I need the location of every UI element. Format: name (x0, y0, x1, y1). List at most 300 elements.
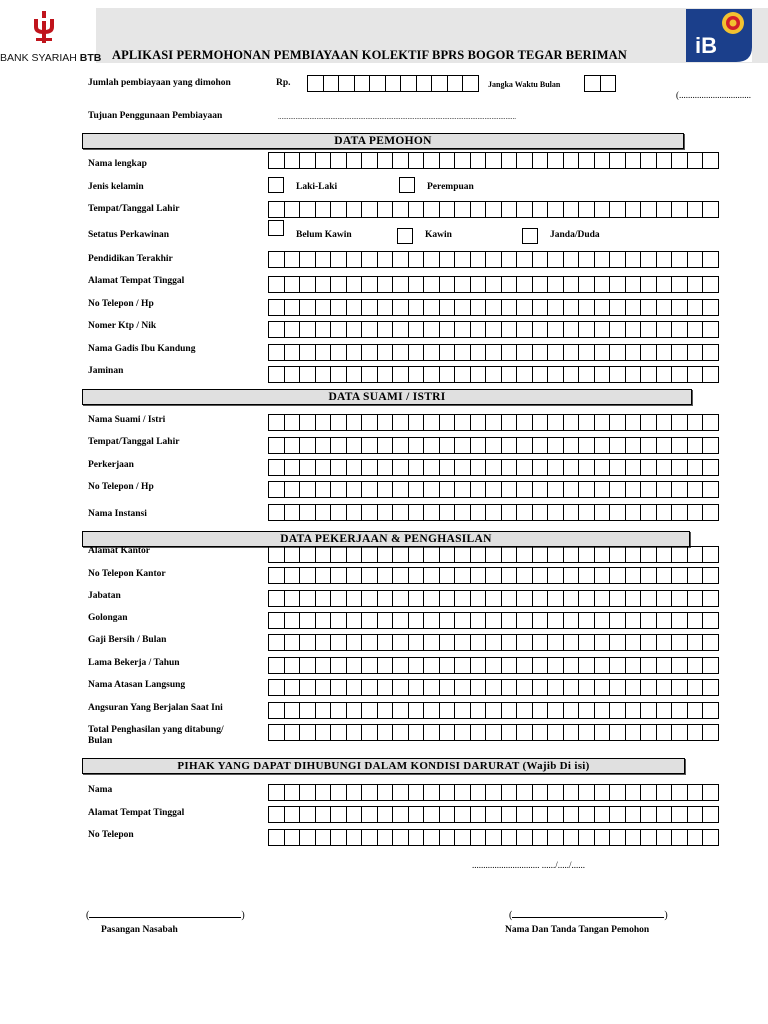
char-box[interactable] (408, 806, 425, 823)
char-box[interactable] (454, 437, 471, 454)
char-box[interactable] (284, 344, 301, 361)
char-box[interactable] (377, 366, 394, 383)
char-box[interactable] (330, 276, 347, 293)
char-box[interactable] (330, 201, 347, 218)
char-box[interactable] (656, 657, 673, 674)
char-box[interactable] (315, 437, 332, 454)
char-box[interactable] (516, 657, 533, 674)
char-box[interactable] (625, 276, 642, 293)
char-box[interactable] (299, 679, 316, 696)
char-box[interactable] (361, 299, 378, 316)
char-box[interactable] (439, 829, 456, 846)
char-box[interactable] (671, 201, 688, 218)
char-box[interactable] (532, 546, 549, 563)
char-box[interactable] (625, 806, 642, 823)
char-box[interactable] (563, 806, 580, 823)
char-box[interactable] (563, 590, 580, 607)
char-box[interactable] (346, 276, 363, 293)
char-box[interactable] (609, 612, 626, 629)
char-box[interactable] (346, 612, 363, 629)
char-box[interactable] (315, 784, 332, 801)
char-box[interactable] (299, 201, 316, 218)
char-box[interactable] (702, 679, 719, 696)
char-box[interactable] (284, 299, 301, 316)
char-box[interactable] (671, 251, 688, 268)
char-box[interactable] (640, 590, 657, 607)
char-box[interactable] (609, 321, 626, 338)
char-box[interactable] (377, 567, 394, 584)
char-box[interactable] (609, 276, 626, 293)
char-box[interactable] (346, 657, 363, 674)
char-box[interactable] (284, 806, 301, 823)
char-box[interactable] (532, 784, 549, 801)
char-box[interactable] (547, 784, 564, 801)
char-box[interactable] (268, 481, 285, 498)
char-box[interactable] (346, 299, 363, 316)
char-box[interactable] (594, 546, 611, 563)
married-checkbox[interactable] (397, 228, 413, 244)
char-box[interactable] (284, 546, 301, 563)
char-box[interactable] (563, 657, 580, 674)
char-box[interactable] (485, 459, 502, 476)
spouse-name-boxes[interactable] (268, 414, 718, 431)
char-box[interactable] (609, 806, 626, 823)
char-box[interactable] (501, 437, 518, 454)
char-box[interactable] (299, 784, 316, 801)
char-box[interactable] (594, 612, 611, 629)
char-box[interactable] (547, 702, 564, 719)
char-box[interactable] (563, 344, 580, 361)
char-box[interactable] (392, 459, 409, 476)
char-box[interactable] (547, 679, 564, 696)
char-box[interactable] (609, 152, 626, 169)
char-box[interactable] (485, 321, 502, 338)
char-box[interactable] (470, 299, 487, 316)
char-box[interactable] (315, 546, 332, 563)
char-box[interactable] (687, 634, 704, 651)
char-box[interactable] (268, 546, 285, 563)
char-box[interactable] (594, 459, 611, 476)
char-box[interactable] (578, 806, 595, 823)
char-box[interactable] (501, 829, 518, 846)
char-box[interactable] (377, 437, 394, 454)
char-box[interactable] (423, 567, 440, 584)
char-box[interactable] (625, 702, 642, 719)
char-box[interactable] (439, 806, 456, 823)
char-box[interactable] (594, 590, 611, 607)
char-box[interactable] (284, 679, 301, 696)
char-box[interactable] (640, 299, 657, 316)
char-box[interactable] (671, 459, 688, 476)
char-box[interactable] (687, 276, 704, 293)
spouse-job-boxes[interactable] (268, 459, 718, 476)
char-box[interactable] (625, 634, 642, 651)
char-box[interactable] (408, 590, 425, 607)
char-box[interactable] (485, 702, 502, 719)
spouse-birth-boxes[interactable] (268, 437, 718, 454)
char-box[interactable] (299, 634, 316, 651)
char-box[interactable] (594, 152, 611, 169)
char-box[interactable] (268, 679, 285, 696)
char-box[interactable] (485, 152, 502, 169)
char-box[interactable] (392, 437, 409, 454)
char-box[interactable] (516, 481, 533, 498)
char-box[interactable] (594, 634, 611, 651)
char-box[interactable] (470, 152, 487, 169)
char-box[interactable] (563, 724, 580, 741)
char-box[interactable] (501, 321, 518, 338)
char-box[interactable] (346, 702, 363, 719)
char-box[interactable] (454, 481, 471, 498)
char-box[interactable] (687, 829, 704, 846)
char-box[interactable] (532, 299, 549, 316)
char-box[interactable] (547, 437, 564, 454)
char-box[interactable] (284, 657, 301, 674)
char-box[interactable] (299, 321, 316, 338)
char-box[interactable] (330, 612, 347, 629)
char-box[interactable] (702, 567, 719, 584)
char-box[interactable] (594, 504, 611, 521)
char-box[interactable] (563, 276, 580, 293)
char-box[interactable] (392, 634, 409, 651)
char-box[interactable] (532, 251, 549, 268)
char-box[interactable] (625, 590, 642, 607)
char-box[interactable] (454, 612, 471, 629)
char-box[interactable] (423, 344, 440, 361)
char-box[interactable] (547, 344, 564, 361)
char-box[interactable] (284, 634, 301, 651)
char-box[interactable] (702, 201, 719, 218)
char-box[interactable] (268, 612, 285, 629)
char-box[interactable] (323, 75, 340, 92)
char-box[interactable] (392, 657, 409, 674)
char-box[interactable] (547, 459, 564, 476)
char-box[interactable] (392, 829, 409, 846)
char-box[interactable] (687, 201, 704, 218)
char-box[interactable] (578, 567, 595, 584)
char-box[interactable] (656, 459, 673, 476)
amount-boxes[interactable] (307, 75, 478, 92)
char-box[interactable] (625, 546, 642, 563)
char-box[interactable] (299, 702, 316, 719)
char-box[interactable] (470, 437, 487, 454)
char-box[interactable] (408, 251, 425, 268)
term-boxes[interactable] (584, 75, 615, 92)
char-box[interactable] (625, 459, 642, 476)
char-box[interactable] (609, 299, 626, 316)
char-box[interactable] (687, 590, 704, 607)
char-box[interactable] (594, 481, 611, 498)
char-box[interactable] (671, 504, 688, 521)
char-box[interactable] (547, 201, 564, 218)
char-box[interactable] (299, 546, 316, 563)
char-box[interactable] (439, 612, 456, 629)
char-box[interactable] (361, 366, 378, 383)
char-box[interactable] (547, 612, 564, 629)
char-box[interactable] (439, 590, 456, 607)
char-box[interactable] (532, 276, 549, 293)
char-box[interactable] (594, 567, 611, 584)
char-box[interactable] (532, 590, 549, 607)
char-box[interactable] (346, 504, 363, 521)
char-box[interactable] (640, 437, 657, 454)
char-box[interactable] (470, 344, 487, 361)
char-box[interactable] (687, 321, 704, 338)
char-box[interactable] (625, 152, 642, 169)
char-box[interactable] (284, 276, 301, 293)
char-box[interactable] (330, 481, 347, 498)
char-box[interactable] (671, 657, 688, 674)
char-box[interactable] (361, 276, 378, 293)
char-box[interactable] (687, 657, 704, 674)
char-box[interactable] (470, 366, 487, 383)
char-box[interactable] (671, 590, 688, 607)
char-box[interactable] (671, 784, 688, 801)
char-box[interactable] (547, 657, 564, 674)
char-box[interactable] (470, 251, 487, 268)
char-box[interactable] (284, 829, 301, 846)
char-box[interactable] (408, 201, 425, 218)
char-box[interactable] (485, 299, 502, 316)
char-box[interactable] (532, 634, 549, 651)
char-box[interactable] (423, 276, 440, 293)
char-box[interactable] (501, 724, 518, 741)
char-box[interactable] (563, 546, 580, 563)
char-box[interactable] (392, 414, 409, 431)
char-box[interactable] (516, 590, 533, 607)
char-box[interactable] (315, 481, 332, 498)
char-box[interactable] (656, 679, 673, 696)
char-box[interactable] (501, 299, 518, 316)
char-box[interactable] (470, 806, 487, 823)
char-box[interactable] (361, 504, 378, 521)
char-box[interactable] (625, 299, 642, 316)
char-box[interactable] (594, 437, 611, 454)
char-box[interactable] (361, 344, 378, 361)
char-box[interactable] (640, 481, 657, 498)
char-box[interactable] (516, 344, 533, 361)
char-box[interactable] (702, 414, 719, 431)
char-box[interactable] (470, 504, 487, 521)
collateral-boxes[interactable] (268, 366, 718, 383)
tenure-boxes[interactable] (268, 657, 718, 674)
char-box[interactable] (454, 702, 471, 719)
char-box[interactable] (609, 481, 626, 498)
char-box[interactable] (284, 251, 301, 268)
char-box[interactable] (284, 567, 301, 584)
char-box[interactable] (563, 634, 580, 651)
char-box[interactable] (423, 702, 440, 719)
char-box[interactable] (532, 366, 549, 383)
char-box[interactable] (578, 276, 595, 293)
char-box[interactable] (284, 590, 301, 607)
char-box[interactable] (454, 366, 471, 383)
char-box[interactable] (408, 481, 425, 498)
supervisor-boxes[interactable] (268, 679, 718, 696)
char-box[interactable] (346, 724, 363, 741)
char-box[interactable] (594, 366, 611, 383)
char-box[interactable] (346, 201, 363, 218)
char-box[interactable] (656, 437, 673, 454)
char-box[interactable] (408, 784, 425, 801)
char-box[interactable] (299, 366, 316, 383)
char-box[interactable] (671, 702, 688, 719)
char-box[interactable] (346, 366, 363, 383)
char-box[interactable] (330, 567, 347, 584)
char-box[interactable] (687, 546, 704, 563)
char-box[interactable] (625, 829, 642, 846)
char-box[interactable] (330, 414, 347, 431)
char-box[interactable] (268, 201, 285, 218)
char-box[interactable] (702, 634, 719, 651)
char-box[interactable] (516, 366, 533, 383)
char-box[interactable] (687, 481, 704, 498)
char-box[interactable] (470, 657, 487, 674)
char-box[interactable] (671, 724, 688, 741)
char-box[interactable] (361, 321, 378, 338)
char-box[interactable] (377, 414, 394, 431)
char-box[interactable] (299, 414, 316, 431)
char-box[interactable] (687, 251, 704, 268)
char-box[interactable] (578, 437, 595, 454)
char-box[interactable] (423, 152, 440, 169)
char-box[interactable] (439, 321, 456, 338)
char-box[interactable] (532, 829, 549, 846)
char-box[interactable] (454, 201, 471, 218)
char-box[interactable] (338, 75, 355, 92)
char-box[interactable] (423, 481, 440, 498)
char-box[interactable] (284, 152, 301, 169)
char-box[interactable] (377, 679, 394, 696)
char-box[interactable] (462, 75, 479, 92)
char-box[interactable] (656, 590, 673, 607)
char-box[interactable] (516, 276, 533, 293)
purpose-dots[interactable]: ........................................................................................................................................ (278, 113, 516, 121)
char-box[interactable] (470, 414, 487, 431)
char-box[interactable] (268, 634, 285, 651)
char-box[interactable] (516, 299, 533, 316)
char-box[interactable] (702, 321, 719, 338)
char-box[interactable] (454, 784, 471, 801)
char-box[interactable] (501, 344, 518, 361)
char-box[interactable] (284, 437, 301, 454)
char-box[interactable] (485, 634, 502, 651)
char-box[interactable] (361, 152, 378, 169)
char-box[interactable] (408, 724, 425, 741)
char-box[interactable] (330, 299, 347, 316)
char-box[interactable] (532, 679, 549, 696)
char-box[interactable] (609, 459, 626, 476)
char-box[interactable] (392, 724, 409, 741)
char-box[interactable] (563, 321, 580, 338)
char-box[interactable] (563, 612, 580, 629)
char-box[interactable] (640, 321, 657, 338)
char-box[interactable] (346, 546, 363, 563)
char-box[interactable] (702, 276, 719, 293)
char-box[interactable] (361, 829, 378, 846)
char-box[interactable] (532, 612, 549, 629)
char-box[interactable] (423, 414, 440, 431)
char-box[interactable] (408, 299, 425, 316)
char-box[interactable] (687, 724, 704, 741)
char-box[interactable] (330, 806, 347, 823)
char-box[interactable] (392, 201, 409, 218)
char-box[interactable] (346, 437, 363, 454)
char-box[interactable] (377, 829, 394, 846)
char-box[interactable] (377, 459, 394, 476)
char-box[interactable] (594, 414, 611, 431)
char-box[interactable] (640, 504, 657, 521)
char-box[interactable] (594, 829, 611, 846)
char-box[interactable] (687, 504, 704, 521)
char-box[interactable] (392, 251, 409, 268)
char-box[interactable] (702, 546, 719, 563)
char-box[interactable] (609, 546, 626, 563)
char-box[interactable] (470, 679, 487, 696)
char-box[interactable] (346, 152, 363, 169)
char-box[interactable] (501, 366, 518, 383)
char-box[interactable] (408, 829, 425, 846)
char-box[interactable] (547, 366, 564, 383)
char-box[interactable] (377, 784, 394, 801)
char-box[interactable] (454, 829, 471, 846)
char-box[interactable] (702, 481, 719, 498)
char-box[interactable] (268, 829, 285, 846)
char-box[interactable] (408, 344, 425, 361)
mother-boxes[interactable] (268, 344, 718, 361)
char-box[interactable] (423, 784, 440, 801)
char-box[interactable] (501, 679, 518, 696)
char-box[interactable] (330, 679, 347, 696)
char-box[interactable] (330, 590, 347, 607)
char-box[interactable] (408, 679, 425, 696)
char-box[interactable] (315, 590, 332, 607)
char-box[interactable] (299, 481, 316, 498)
char-box[interactable] (377, 504, 394, 521)
spouse-phone-boxes[interactable] (268, 481, 718, 498)
char-box[interactable] (640, 567, 657, 584)
char-box[interactable] (547, 590, 564, 607)
char-box[interactable] (547, 276, 564, 293)
single-checkbox[interactable] (268, 220, 284, 236)
char-box[interactable] (439, 201, 456, 218)
char-box[interactable] (485, 806, 502, 823)
char-box[interactable] (268, 724, 285, 741)
char-box[interactable] (584, 75, 601, 92)
char-box[interactable] (563, 679, 580, 696)
char-box[interactable] (547, 414, 564, 431)
char-box[interactable] (501, 806, 518, 823)
char-box[interactable] (408, 702, 425, 719)
char-box[interactable] (299, 612, 316, 629)
char-box[interactable] (330, 702, 347, 719)
char-box[interactable] (268, 459, 285, 476)
char-box[interactable] (361, 459, 378, 476)
char-box[interactable] (392, 152, 409, 169)
char-box[interactable] (485, 414, 502, 431)
char-box[interactable] (408, 152, 425, 169)
char-box[interactable] (516, 504, 533, 521)
savings-boxes[interactable] (268, 724, 718, 741)
char-box[interactable] (439, 702, 456, 719)
char-box[interactable] (671, 299, 688, 316)
char-box[interactable] (563, 152, 580, 169)
char-box[interactable] (439, 366, 456, 383)
char-box[interactable] (578, 504, 595, 521)
char-box[interactable] (516, 546, 533, 563)
char-box[interactable] (392, 590, 409, 607)
char-box[interactable] (416, 75, 433, 92)
